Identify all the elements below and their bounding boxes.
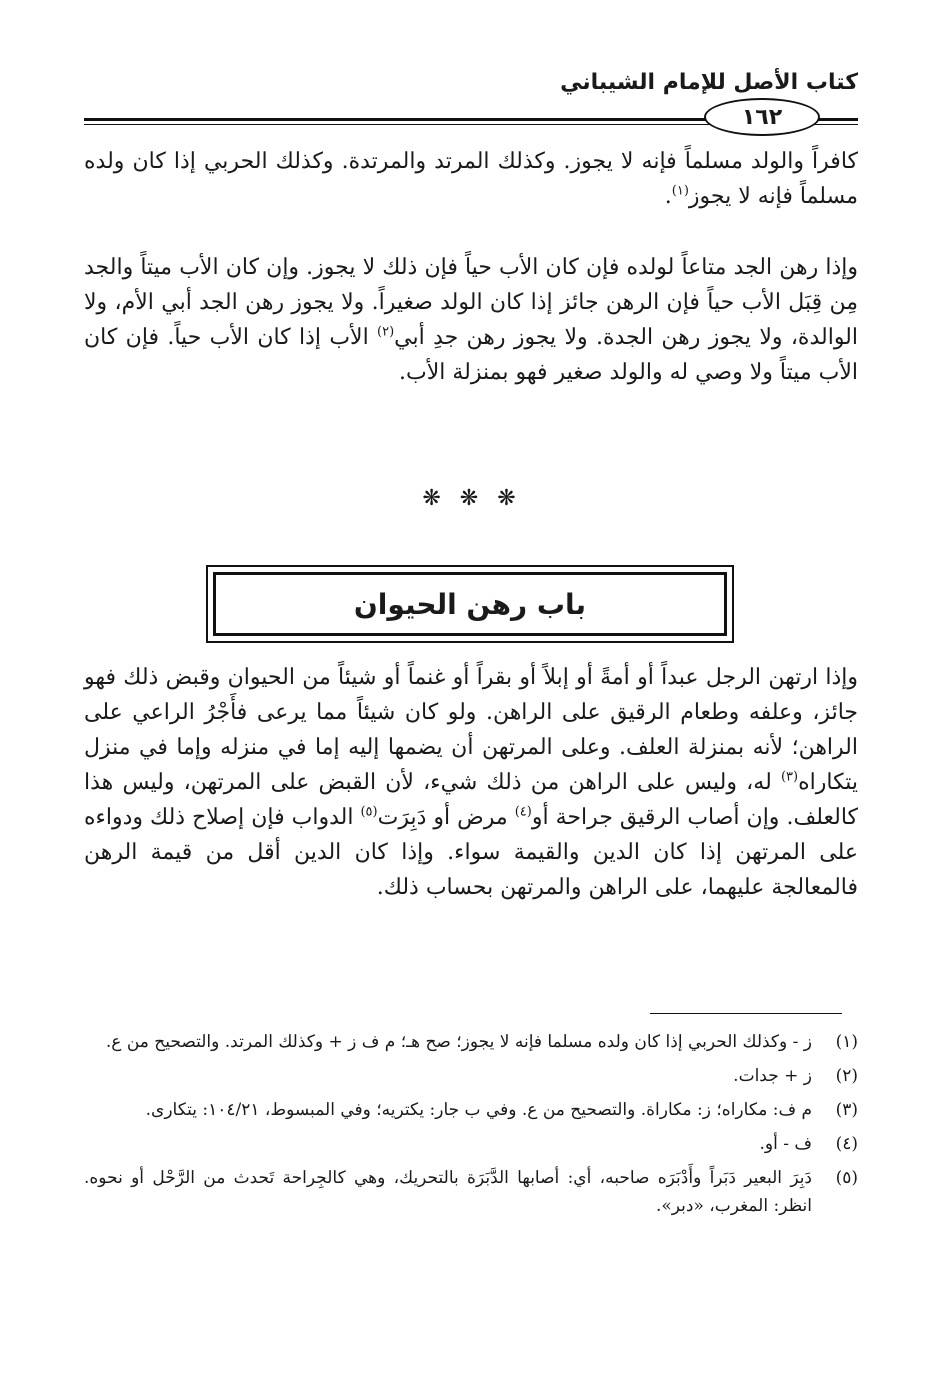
footnote-ref-5: (٥): [360, 804, 378, 820]
paragraph-3-text-a: وإذا ارتهن الرجل عبداً أو أمةً أو إبلاً أو بقراً أو غنماً أو شيئاً من الحيوان وقبض ذلك فهو جائز، وعلفه وطعام الرقيق على الراهن. ولو كان شيئاً مما يرعى فأَجْرُ الراعي على الراهن؛ لأنه بمنزلة العلف. وعلى المرتهن أن يضمها إليه إما في منزله وإما في منزل يتكاراه: [84, 665, 858, 795]
footnote-number: (٣): [835, 1100, 858, 1120]
footnote-ref-3: (٣): [780, 769, 799, 785]
footnote-number: (١): [835, 1032, 858, 1052]
footnote: [84, 1062, 858, 1090]
footnote-text: دَبِرَ البعير دَبَراً وأَدْبَرَه صاحبه، أي: أصابها الدَّبَرَة بالتحريك، وهي كالجِراحة تَحدث من الرَّحْل أو نحوه. انظر: المغرب، «دبر».: [84, 1168, 812, 1216]
paragraph-3-text-c: مرض أو دَبِرَت: [377, 805, 515, 830]
footnote-number: (٢): [835, 1066, 858, 1086]
paragraph-3-text-b: له، وليس على الراهن من ذلك شيء، لأن القبض على المرتهن، وليس هذا كالعلف. وإن أصاب الرقيق جراحة أو: [84, 770, 858, 830]
footnote-text: ز - وكذلك الحربي إذا كان ولده مسلما فإنه لا يجوز؛ صح هـ؛ م ف ز + وكذلك المرتد. والتصحيح من ع.: [105, 1032, 812, 1052]
page-number: ١٦٢: [704, 98, 820, 136]
paragraph-2: [84, 250, 858, 390]
paragraph-1-end: .: [664, 184, 672, 209]
chapter-heading-frame: [206, 565, 734, 643]
paragraph-1: [84, 144, 858, 214]
footnote: [84, 1028, 858, 1056]
footnote-text: ز + جدات.: [733, 1066, 812, 1086]
footnote-divider: [650, 1013, 842, 1014]
footnote-ref-1: (١): [671, 183, 689, 199]
paragraph-3-text-d: الدواب فإن إصلاح ذلك ودواءه على المرتهن إذا كان الدين والقيمة سواء. وإذا كان الدين أقل من قيمة الرهن فالمعالجة عليهما، على الراهن والمرتهن بحساب ذلك.: [84, 805, 858, 900]
footnote-text: ف - أو.: [759, 1134, 812, 1154]
paragraph-2-text-a: وإذا رهن الجد متاعاً لولده فإن كان الأب حياً فإن ذلك لا يجوز. وإن كان الأب ميتاً والجد مِن قِبَل الأب حياً فإن الرهن جائز إذا كان الولد صغيراً. ولا يجوز رهن الجد أبي الأم، ولا الوالدة، ولا يجوز رهن الجدة. ولا يجوز رهن جدِ أبي: [84, 255, 858, 350]
footnote-text: م ف: مكاراه؛ ز: مكاراة. والتصحيح من ع. وفي ب جار: يكتريه؛ وفي المبسوط، ١٠٤/٢١: يتكارى.: [145, 1100, 812, 1120]
running-title: كتاب الأصل للإمام الشيباني: [560, 70, 858, 95]
section-separator: ❋ ❋ ❋: [422, 486, 522, 511]
footnote-ref-2: (٢): [377, 324, 395, 340]
footnote: [84, 1096, 858, 1124]
footnotes: [84, 1028, 858, 1226]
footnote-number: (٤): [835, 1134, 858, 1154]
footnote: [84, 1130, 858, 1158]
chapter-heading-inner-frame: [213, 572, 727, 636]
footnote: [84, 1164, 858, 1220]
chapter-heading: باب رهن الحيوان: [353, 587, 587, 621]
paragraph-3: [84, 660, 858, 905]
footnote-number: (٥): [835, 1168, 858, 1188]
paragraph-1-text: كافراً والولد مسلماً فإنه لا يجوز. وكذلك المرتد والمرتدة. وكذلك الحربي إذا كان ولده مسلماً فإنه لا يجوز: [84, 149, 858, 209]
footnote-ref-4: (٤): [514, 804, 532, 820]
paragraph-2-text-b: الأب إذا كان الأب حياً. فإن كان الأب ميتاً ولا وصي له والولد صغير فهو بمنزلة الأب.: [84, 325, 858, 385]
